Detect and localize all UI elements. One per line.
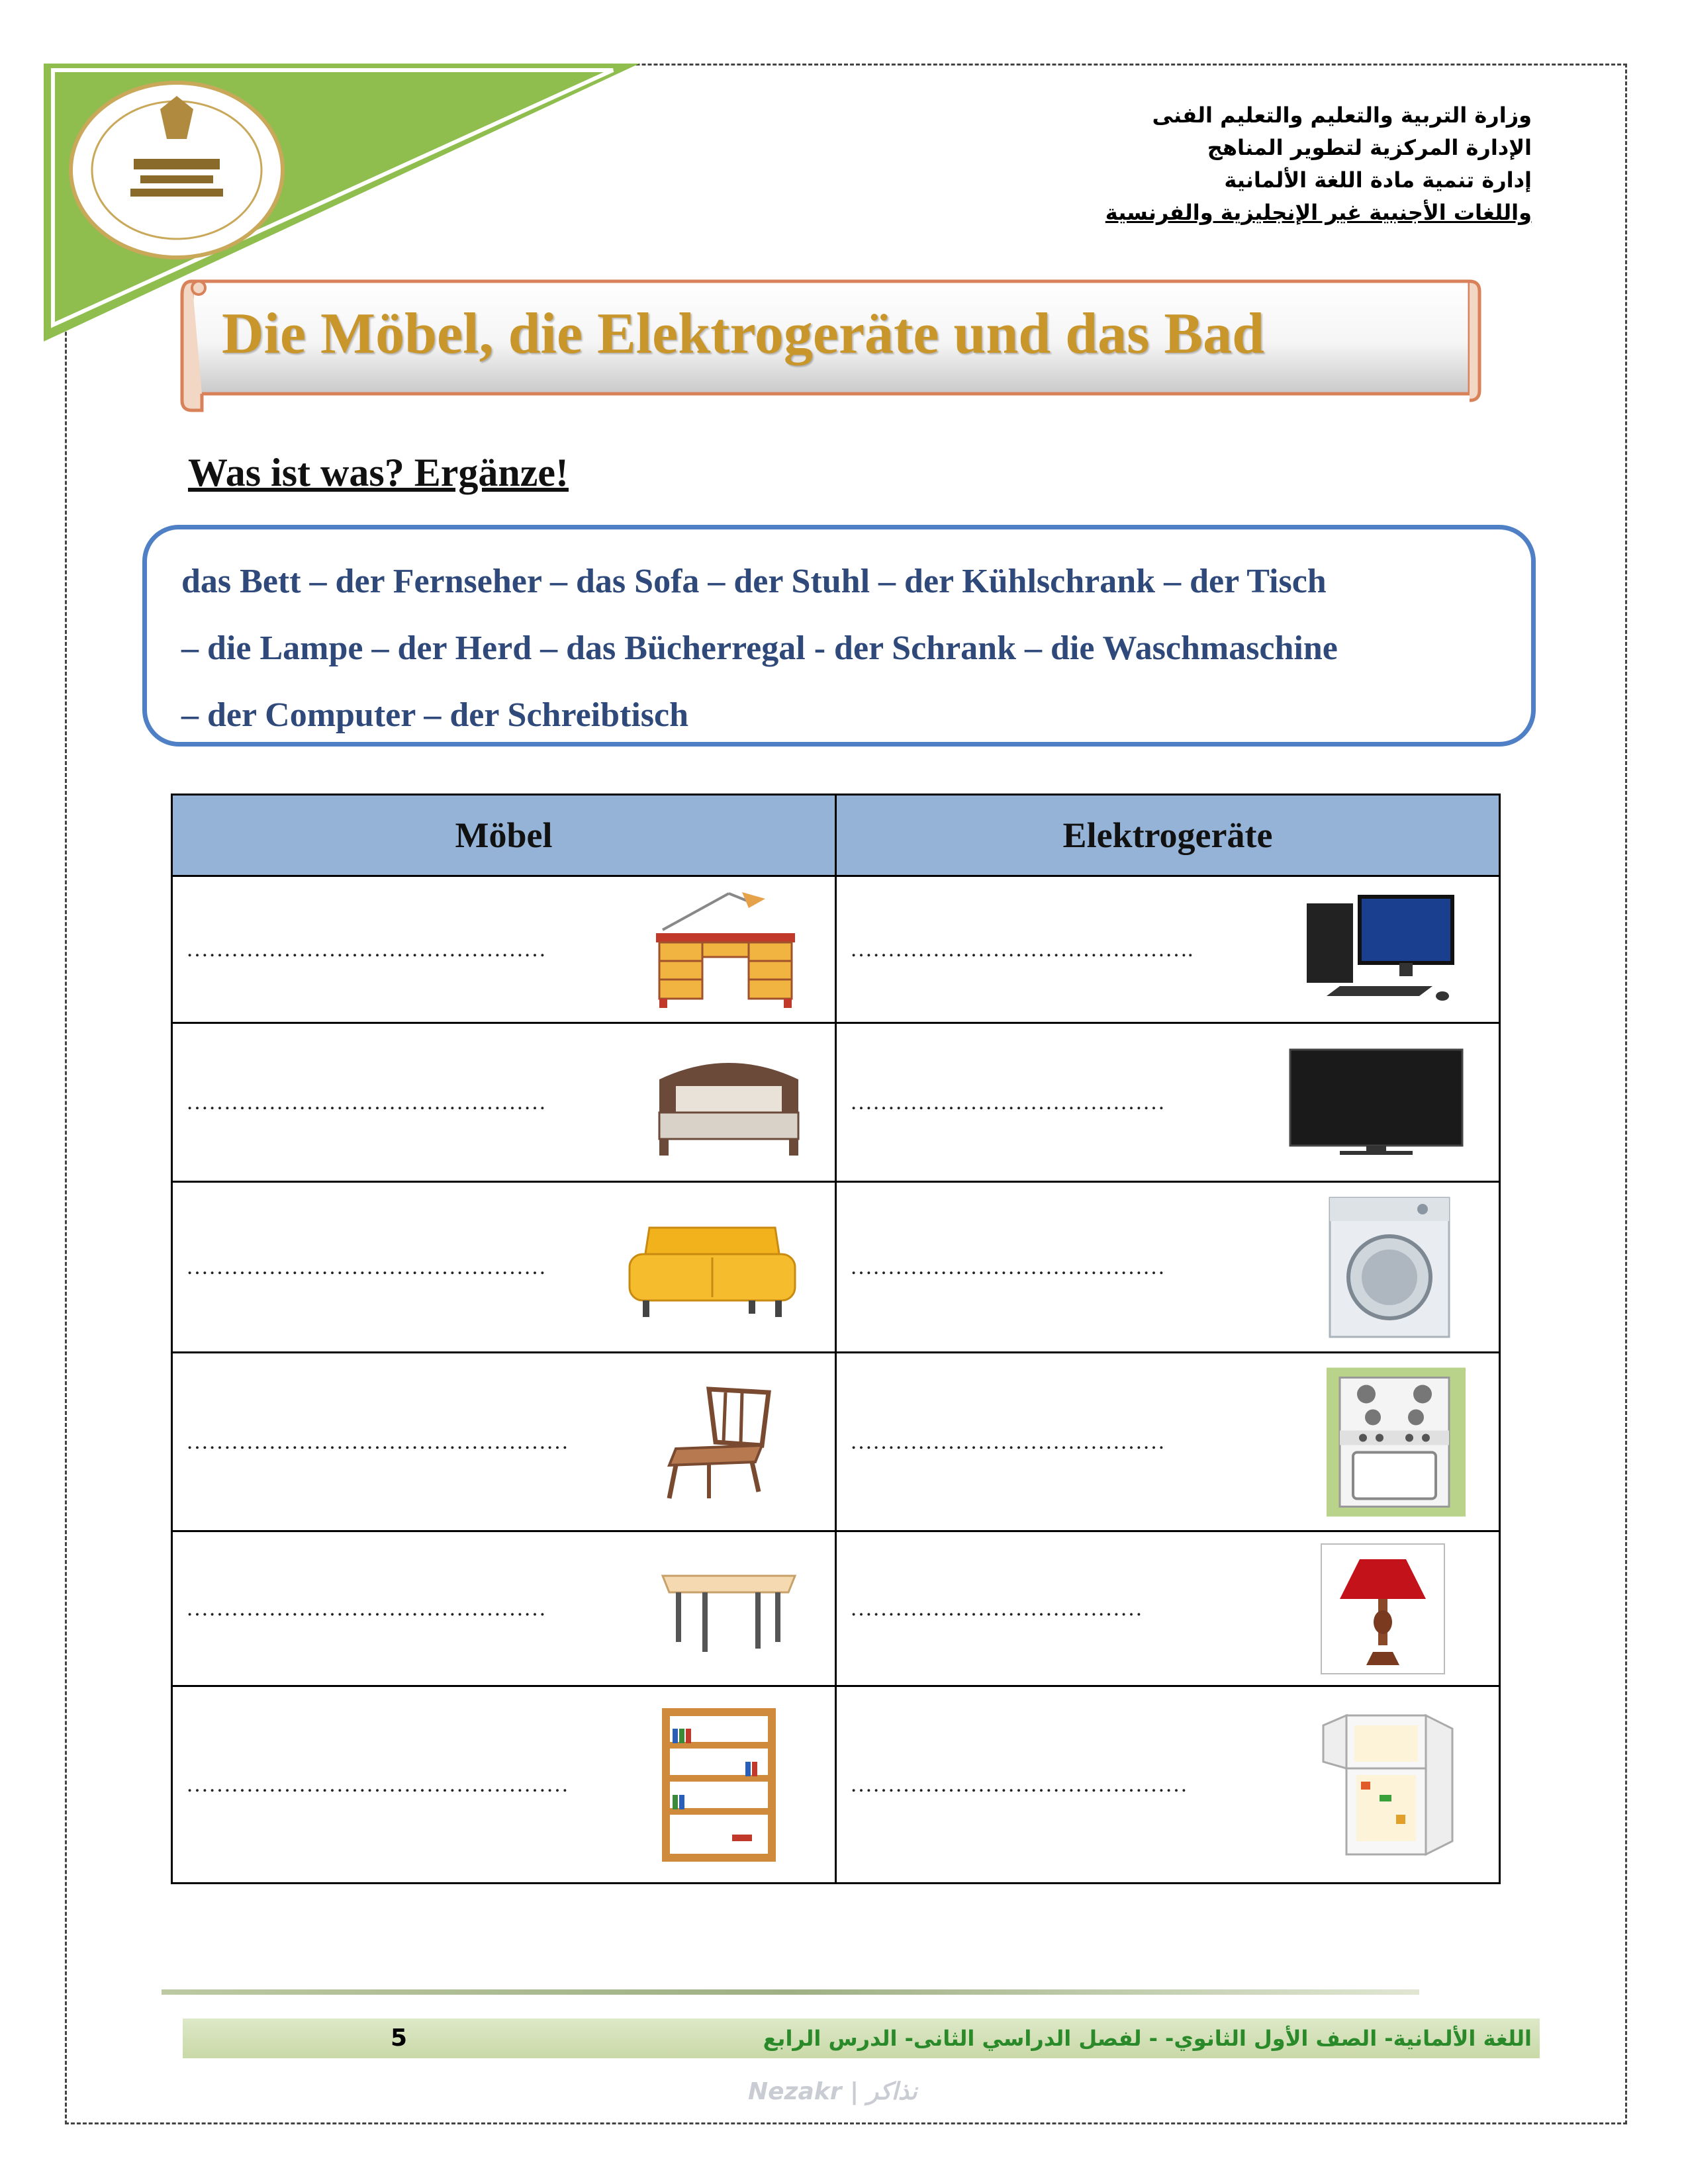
table-row: [172, 1023, 1500, 1182]
page-number: 5: [391, 2025, 408, 2052]
computer-icon: [1300, 890, 1459, 1009]
answer-cell[interactable]: [836, 876, 1500, 1023]
header-elektrogeraete: Elektrogeräte: [836, 795, 1500, 876]
answer-blank[interactable]: …………………………………………: [186, 1596, 546, 1621]
answer-cell[interactable]: [172, 1686, 836, 1884]
word-bank-box: [142, 525, 1536, 747]
watermark-logo: Nezakr | نذاكر: [748, 2078, 917, 2105]
answer-cell[interactable]: [172, 876, 836, 1023]
answer-blank[interactable]: ……………………………………: [850, 1254, 1165, 1279]
sofa-icon: [623, 1208, 802, 1327]
lamp-icon: [1320, 1543, 1446, 1675]
answer-blank[interactable]: ……………………………………………: [186, 1772, 569, 1797]
answer-blank[interactable]: ……………………………………: [850, 1429, 1165, 1454]
answer-cell[interactable]: [836, 1182, 1500, 1353]
table-row: [172, 1686, 1500, 1884]
exercise-instruction: Was ist was? Ergänze!: [188, 451, 569, 494]
chair-icon: [663, 1383, 775, 1502]
answer-blank[interactable]: ………………………………………: [850, 1772, 1188, 1797]
header-line-4: واللغات الأجنبية غير الإنجليزية والفرنسية: [1105, 200, 1532, 225]
answer-blank[interactable]: …………………………………: [850, 1596, 1143, 1621]
washing-machine-icon: [1323, 1195, 1456, 1340]
word-bank-text: das Bett – der Fernseher – das Sofa – der Stuhl – der Kühlschrank – der Tisch – die Lampe – der Herd – das Bücherregal - der Schrank – die Waschmaschine – der Computer – der Schreibtisch: [181, 563, 1338, 734]
answer-cell[interactable]: [836, 1686, 1500, 1884]
header-line-1: وزارة التربية والتعليم والتعليم الفنى: [1152, 103, 1532, 128]
footer-course-text: اللغة الألمانية- الصف الأول الثانوي- - لفصل الدراسي الثانى- الدرس الرابع: [763, 2026, 1532, 2051]
answer-blank[interactable]: ……………………………………………: [186, 1429, 569, 1454]
answer-blank[interactable]: …………………………………………: [186, 1089, 546, 1115]
table-row: [172, 1182, 1500, 1353]
answer-cell[interactable]: [172, 1353, 836, 1531]
answer-cell[interactable]: [836, 1023, 1500, 1182]
ministry-header: [936, 99, 1532, 229]
table-row: [172, 1531, 1500, 1686]
answer-blank[interactable]: …………………………………………: [186, 1254, 546, 1279]
stove-icon: [1327, 1367, 1466, 1516]
ministry-logo: [68, 79, 286, 261]
bed-icon: [653, 1040, 805, 1165]
answer-cell[interactable]: [172, 1023, 836, 1182]
header-line-2: الإدارة المركزية لتطوير المناهج: [1207, 135, 1532, 160]
table-icon: [656, 1563, 802, 1655]
answer-cell[interactable]: [836, 1353, 1500, 1531]
table-row: [172, 876, 1500, 1023]
desk-icon: [649, 887, 802, 1013]
answer-blank[interactable]: …………………………………………: [186, 936, 546, 962]
vocabulary-table: [171, 794, 1501, 1884]
page-title: Die Möbel, die Elektrogeräte und das Bad: [222, 302, 1265, 366]
answer-cell[interactable]: [172, 1531, 836, 1686]
header-line-3: إدارة تنمية مادة اللغة الألمانية: [1224, 167, 1532, 193]
answer-blank[interactable]: ……………………………………: [850, 1089, 1165, 1115]
footer-divider: [162, 1985, 1419, 1999]
header-moebel: Möbel: [172, 795, 836, 876]
table-header-row: [172, 795, 1500, 876]
title-banner: [179, 268, 1483, 417]
bookshelf-icon: [659, 1706, 778, 1864]
television-icon: [1287, 1046, 1466, 1159]
answer-cell[interactable]: [836, 1531, 1500, 1686]
table-row: [172, 1353, 1500, 1531]
answer-blank[interactable]: ……………………………………….: [850, 936, 1194, 962]
refrigerator-icon: [1320, 1709, 1466, 1861]
answer-cell[interactable]: [172, 1182, 836, 1353]
